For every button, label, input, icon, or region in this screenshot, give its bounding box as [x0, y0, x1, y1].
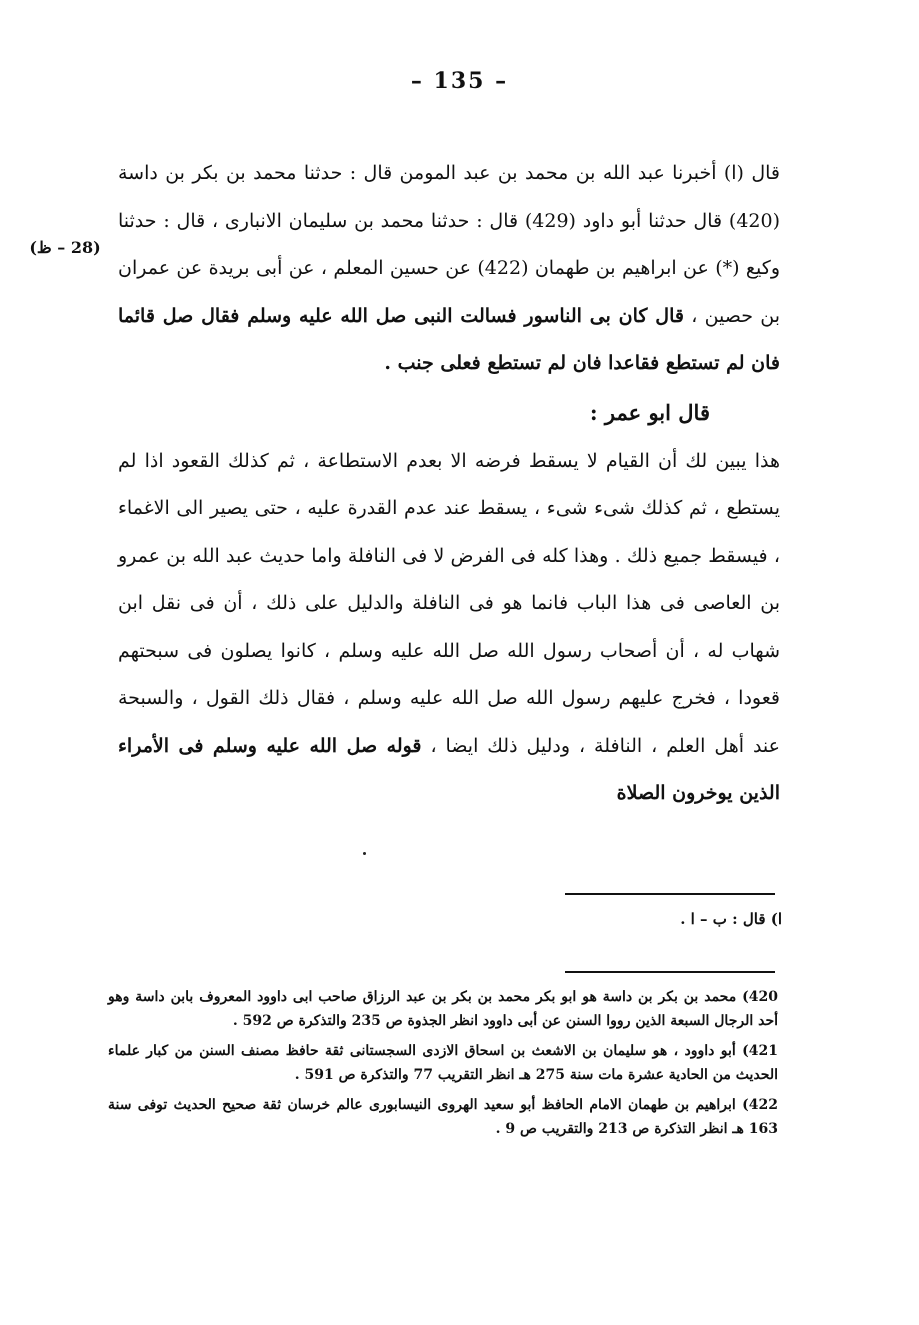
- isnad-text: قال (ا) أخبرنا عبد الله بن محمد بن عبد المومن قال : حدثنا محمد بن بكر بن داسة (420) قال حدثنا أبو داود (429) قال : حدثنا محمد بن سليمان الانبارى ، قال : حدثنا وكيع (*) عن ابراهيم بن طهمان (422) عن حسين المعلم ، عن أبى بريدة عن عمران بن حصين ،: [118, 162, 781, 327]
- body-paragraph: [118, 438, 780, 818]
- hadith-text: قال كان بى الناسور فسالت النبى صل الله عليه وسلم فقال صل قائما فان لم تستطع فقاعدا فان لم تستطع فعلى جنب .: [118, 304, 780, 374]
- footnote-rule-bottom: [565, 971, 775, 973]
- intro-paragraph: [118, 150, 780, 388]
- page-number: – 135 –: [410, 68, 509, 94]
- footnote-420: 420) محمد بن بكر بن داسة هو ابو بكر محمد بن بكر بن عبد الرزاق صاحب ابى داوود المعروف بابن داسة وهو أحد الرجال السبعة الذين رووا السنن عن أبى داوود انظر الجذوة ص 235 والتذكرة ص 592 .: [108, 989, 778, 1029]
- ink-dot: [363, 852, 366, 855]
- variant-note: ا) قال : ب – ا .: [680, 910, 782, 928]
- margin-note: (28 – ظ): [29, 238, 101, 257]
- footnotes: [108, 985, 778, 1147]
- section-heading: قال ابو عمر :: [589, 399, 710, 425]
- main-text: [118, 150, 780, 818]
- commentary-text: هذا يبين لك أن القيام لا يسقط فرضه الا بعدم الاستطاعة ، ثم كذلك القعود اذا لم يستطع ، ثم كذلك شىء شىء ، يسقط عند عدم القدرة عليه ، حتى يصير الى الاغماء ، فيسقط جميع ذلك . وهذا كله فى الفرض لا فى النافلة واما حديث عبد الله بن عمرو بن العاصى فى هذا الباب فانما هو فى النافلة والدليل على ذلك ، أن فى نقل ابن شهاب له ، أن أصحاب رسول الله صل الله عليه وسلم ، كانوا يصلون فى سبحتهم قعودا ، فخرج عليهم رسول الله صل الله عليه وسلم ، فقال ذلك القول ، والسبحة عند أهل العلم ، النافلة ، ودليل ذلك ايضا ،: [118, 449, 780, 757]
- footnote-422: 422) ابراهيم بن طهمان الامام الحافظ أبو سعيد الهروى النيسابورى عالم خرسان ثقة صحيح الحديث توفى سنة 163 هـ انظر التذكرة ص 213 والتقريب ص 9 .: [108, 1097, 778, 1137]
- footnote-rule-top: [565, 893, 775, 895]
- commentary-bold-text: قوله صل الله عليه وسلم فى الأمراء الذين يوخرون الصلاة: [118, 734, 780, 804]
- footnote-421: 421) أبو داوود ، هو سليمان بن الاشعث بن اسحاق الازدى السجستانى ثقة حافظ مصنف السنن من كبار علماء الحديث من الحادية عشرة مات سنة 275 هـ انظر التقريب 77 والتذكرة ص 591 .: [108, 1043, 778, 1083]
